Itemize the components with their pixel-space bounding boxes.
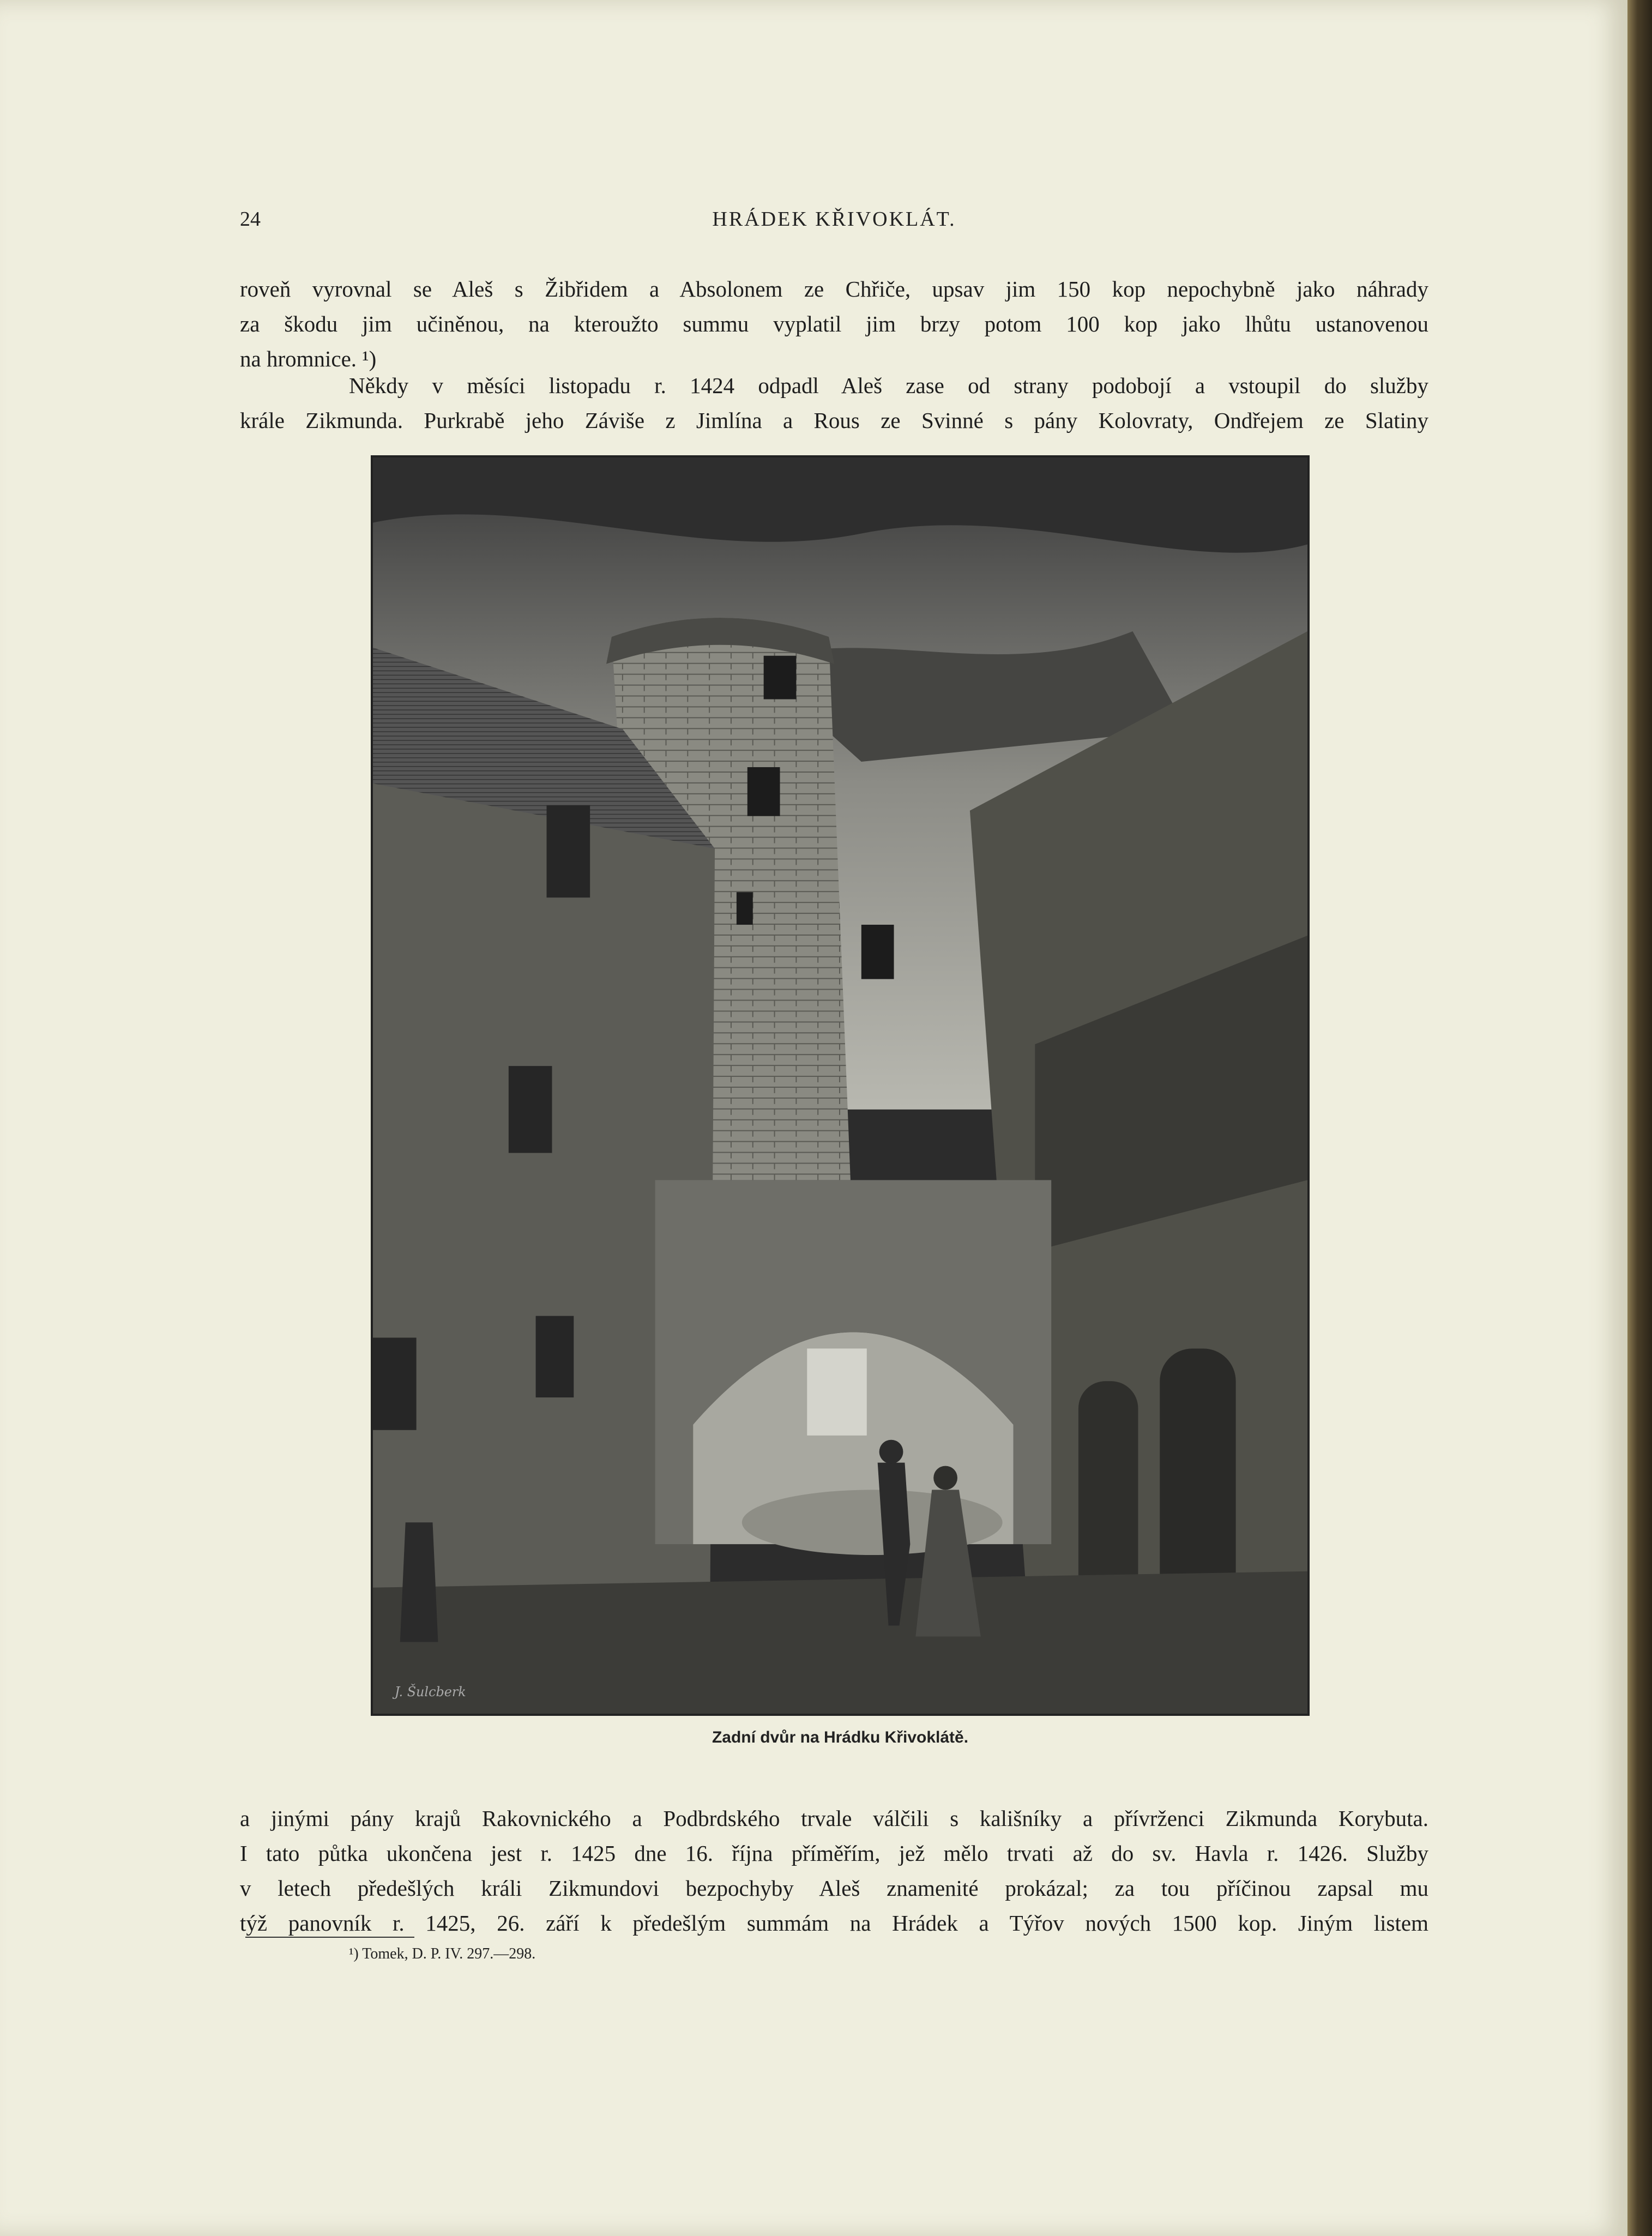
building-window <box>509 1066 552 1153</box>
castle-courtyard-engraving <box>373 457 1307 1714</box>
figure-head <box>933 1466 957 1490</box>
tower-window <box>861 925 894 979</box>
text-line: I tato půtka ukončena jest r. 1425 dne 16. října příměřím, jež mělo trvati až do sv. Havla r. 1426. Služby <box>240 1841 1428 1866</box>
artist-signature: J. Šulcberk <box>394 1684 466 1700</box>
text-line: a jinými pány krajů Rakovnického a Podbrdského trvale válčili s kališníky a přívrženci Zikmunda Korybuta. <box>240 1806 1428 1831</box>
page-number: 24 <box>240 208 261 231</box>
figure-head <box>879 1440 903 1464</box>
tower-window <box>764 656 797 700</box>
building-window <box>547 805 590 897</box>
illustration-caption: Zadní dvůr na Hrádku Křivoklátě. <box>712 1728 969 1746</box>
text-line: v letech předešlých králi Zikmundovi bezpochyby Aleš znamenité prokázal; za tou příčinou zapsal mu <box>240 1876 1428 1901</box>
text-line: za škodu jim učiněnou, na kteroužto summu vyplatil jim brzy potom 100 kop jako lhůtu ustanovenou <box>240 311 1428 336</box>
text-line: Někdy v měsíci listopadu r. 1424 odpadl Aleš zase od strany podobojí a vstoupil do služby <box>349 373 1428 398</box>
building-window <box>373 1337 417 1430</box>
building-window <box>536 1316 574 1397</box>
text-line: roveň vyrovnal se Aleš s Žibřidem a Absolonem ze Chřiče, upsav jim 150 kop nepochybně jako náhrady <box>240 276 1428 302</box>
running-title: HRÁDEK KŘIVOKLÁT. <box>712 208 956 231</box>
footnote: ¹) Tomek, D. P. IV. 297.—298. <box>349 1945 536 1962</box>
cobbled-ground <box>373 1571 1307 1714</box>
text-line: týž panovník r. 1425, 26. září k předešlým summám na Hrádek a Týřov nových 1500 kop. Jiným listem <box>240 1910 1428 1936</box>
shadow-figure <box>400 1522 438 1642</box>
page-header <box>240 207 1428 240</box>
text-line: na hromnice. ¹) <box>240 346 377 371</box>
paragraph-second <box>240 368 1428 438</box>
distant-doorway <box>807 1348 866 1435</box>
paragraph-top <box>240 272 1428 376</box>
paragraph-bottom <box>240 1801 1428 1940</box>
text-line: krále Zikmunda. Purkrabě jeho Záviše z Jimlína a Rous ze Svinné s pány Kolovraty, Ondřejem ze Slatiny <box>240 408 1428 433</box>
footnote-divider <box>245 1937 414 1938</box>
tower-window <box>737 892 753 925</box>
tower-window <box>747 767 780 816</box>
book-binding-edge <box>1627 0 1652 2236</box>
engraving-illustration <box>371 455 1310 1716</box>
